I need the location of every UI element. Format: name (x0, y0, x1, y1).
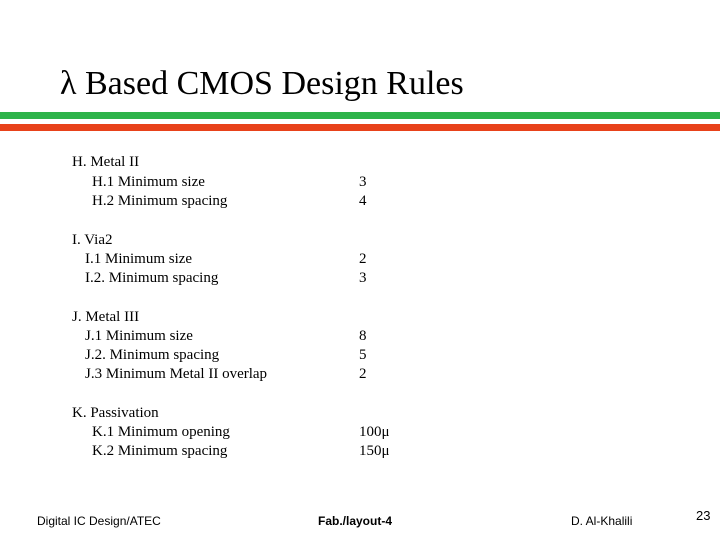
rule-label-k2: K.2 Minimum spacing (92, 443, 228, 459)
rule-value-k1: 100μ (359, 424, 390, 440)
footer-author: D. Al-Khalili (571, 514, 633, 528)
rule-label-j3: J.3 Minimum Metal II overlap (85, 366, 268, 382)
section-heading-via2: I. Via2 (72, 232, 113, 248)
section-heading-metal-iii: J. Metal III (72, 309, 140, 325)
rule-label-h2: H.2 Minimum spacing (92, 193, 228, 209)
title-divider-red (0, 124, 720, 131)
rule-value-j3: 2 (359, 366, 367, 382)
rule-label-h1: H.1 Minimum size (92, 174, 205, 190)
rule-label-k1: K.1 Minimum opening (92, 424, 230, 440)
rule-value-k2: 150μ (359, 443, 390, 459)
rule-value-i2: 3 (359, 270, 367, 286)
rule-label-i1: I.1 Minimum size (85, 251, 193, 267)
rule-value-i1: 2 (359, 251, 367, 267)
rule-label-j1: J.1 Minimum size (85, 328, 193, 344)
slide-title: λ Based CMOS Design Rules (60, 65, 464, 102)
section-heading-metal-ii: H. Metal II (72, 154, 140, 170)
rule-value-j1: 8 (359, 328, 367, 344)
page-number: 23 (696, 508, 711, 523)
title-divider-green (0, 112, 720, 119)
footer-section: Fab./layout-4 (318, 514, 393, 528)
section-heading-passivation: K. Passivation (72, 405, 159, 421)
rule-label-i2: I.2. Minimum spacing (85, 270, 219, 286)
footer-course: Digital IC Design/ATEC (37, 514, 161, 528)
rule-value-h2: 4 (359, 193, 367, 209)
rule-value-h1: 3 (359, 174, 367, 190)
rule-value-j2: 5 (359, 347, 367, 363)
rule-label-j2: J.2. Minimum spacing (85, 347, 220, 363)
